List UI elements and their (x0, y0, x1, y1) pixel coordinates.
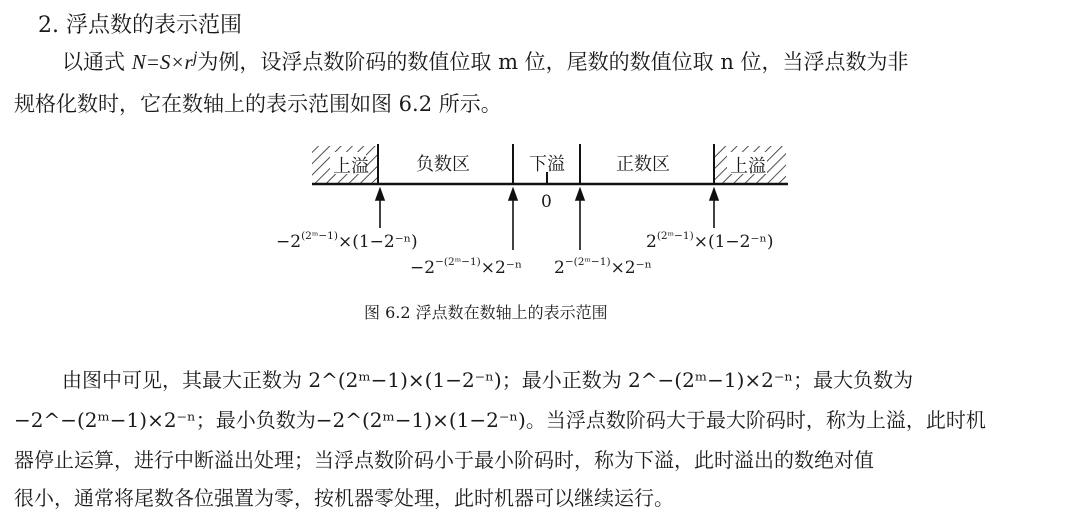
figure-caption: 图 6.2 浮点数在数轴上的表示范围 (364, 303, 608, 322)
overflow-left-label: 上溢 (333, 156, 369, 177)
tick-label-pos-min: $2^{-(2ᵐ-1)}\times 2^{-n}$ (554, 256, 652, 278)
body-line-3: 器停止运算，进行中断溢出处理；当浮点数阶码小于最小阶码时，称为下溢，此时溢出的数绝对值 (14, 448, 874, 472)
intro-prefix: 以通式 (62, 50, 132, 74)
body-line-1: 由图中可见，其最大正数为 2^(2ᵐ−1)×(1−2⁻ⁿ)；最小正数为 2^−(2ᵐ−1)×2⁻ⁿ；最大负数为 (62, 368, 914, 392)
intro-line-2: 规格化数时，它在数轴上的表示范围如图 6.2 所示。 (14, 92, 502, 116)
section-title: 2. 浮点数的表示范围 (38, 13, 242, 38)
positive-region-label: 正数区 (616, 154, 670, 175)
negative-region-label: 负数区 (416, 154, 470, 175)
body-line-4: 很小，通常将尾数各位强置为零，按机器零处理，此时机器可以继续运行。 (14, 486, 674, 510)
general-formula: $N=S\times r^j$ (131, 47, 198, 74)
intro-rest: 为例，设浮点数阶码的数值位取 m 位，尾数的数值位取 n 位，当浮点数为非 (197, 50, 909, 74)
tick-label-neg-max: $-2^{(2ᵐ-1)}\times(1-2^{-n})$ (276, 230, 418, 252)
zero-label: 0 (541, 192, 552, 212)
overflow-right-label: 上溢 (730, 156, 766, 177)
tick-label-pos-max: $2^{(2ᵐ-1)}\times(1-2^{-n})$ (646, 230, 774, 252)
underflow-label: 下溢 (529, 154, 565, 175)
tick-label-neg-min: $-2^{-(2ᵐ-1)}\times 2^{-n}$ (410, 256, 523, 278)
body-line-2: −2^−(2ᵐ−1)×2⁻ⁿ；最小负数为−2^(2ᵐ−1)×(1−2⁻ⁿ)。当浮点数阶码大于最大阶码时，称为上溢，此时机 (14, 408, 986, 432)
